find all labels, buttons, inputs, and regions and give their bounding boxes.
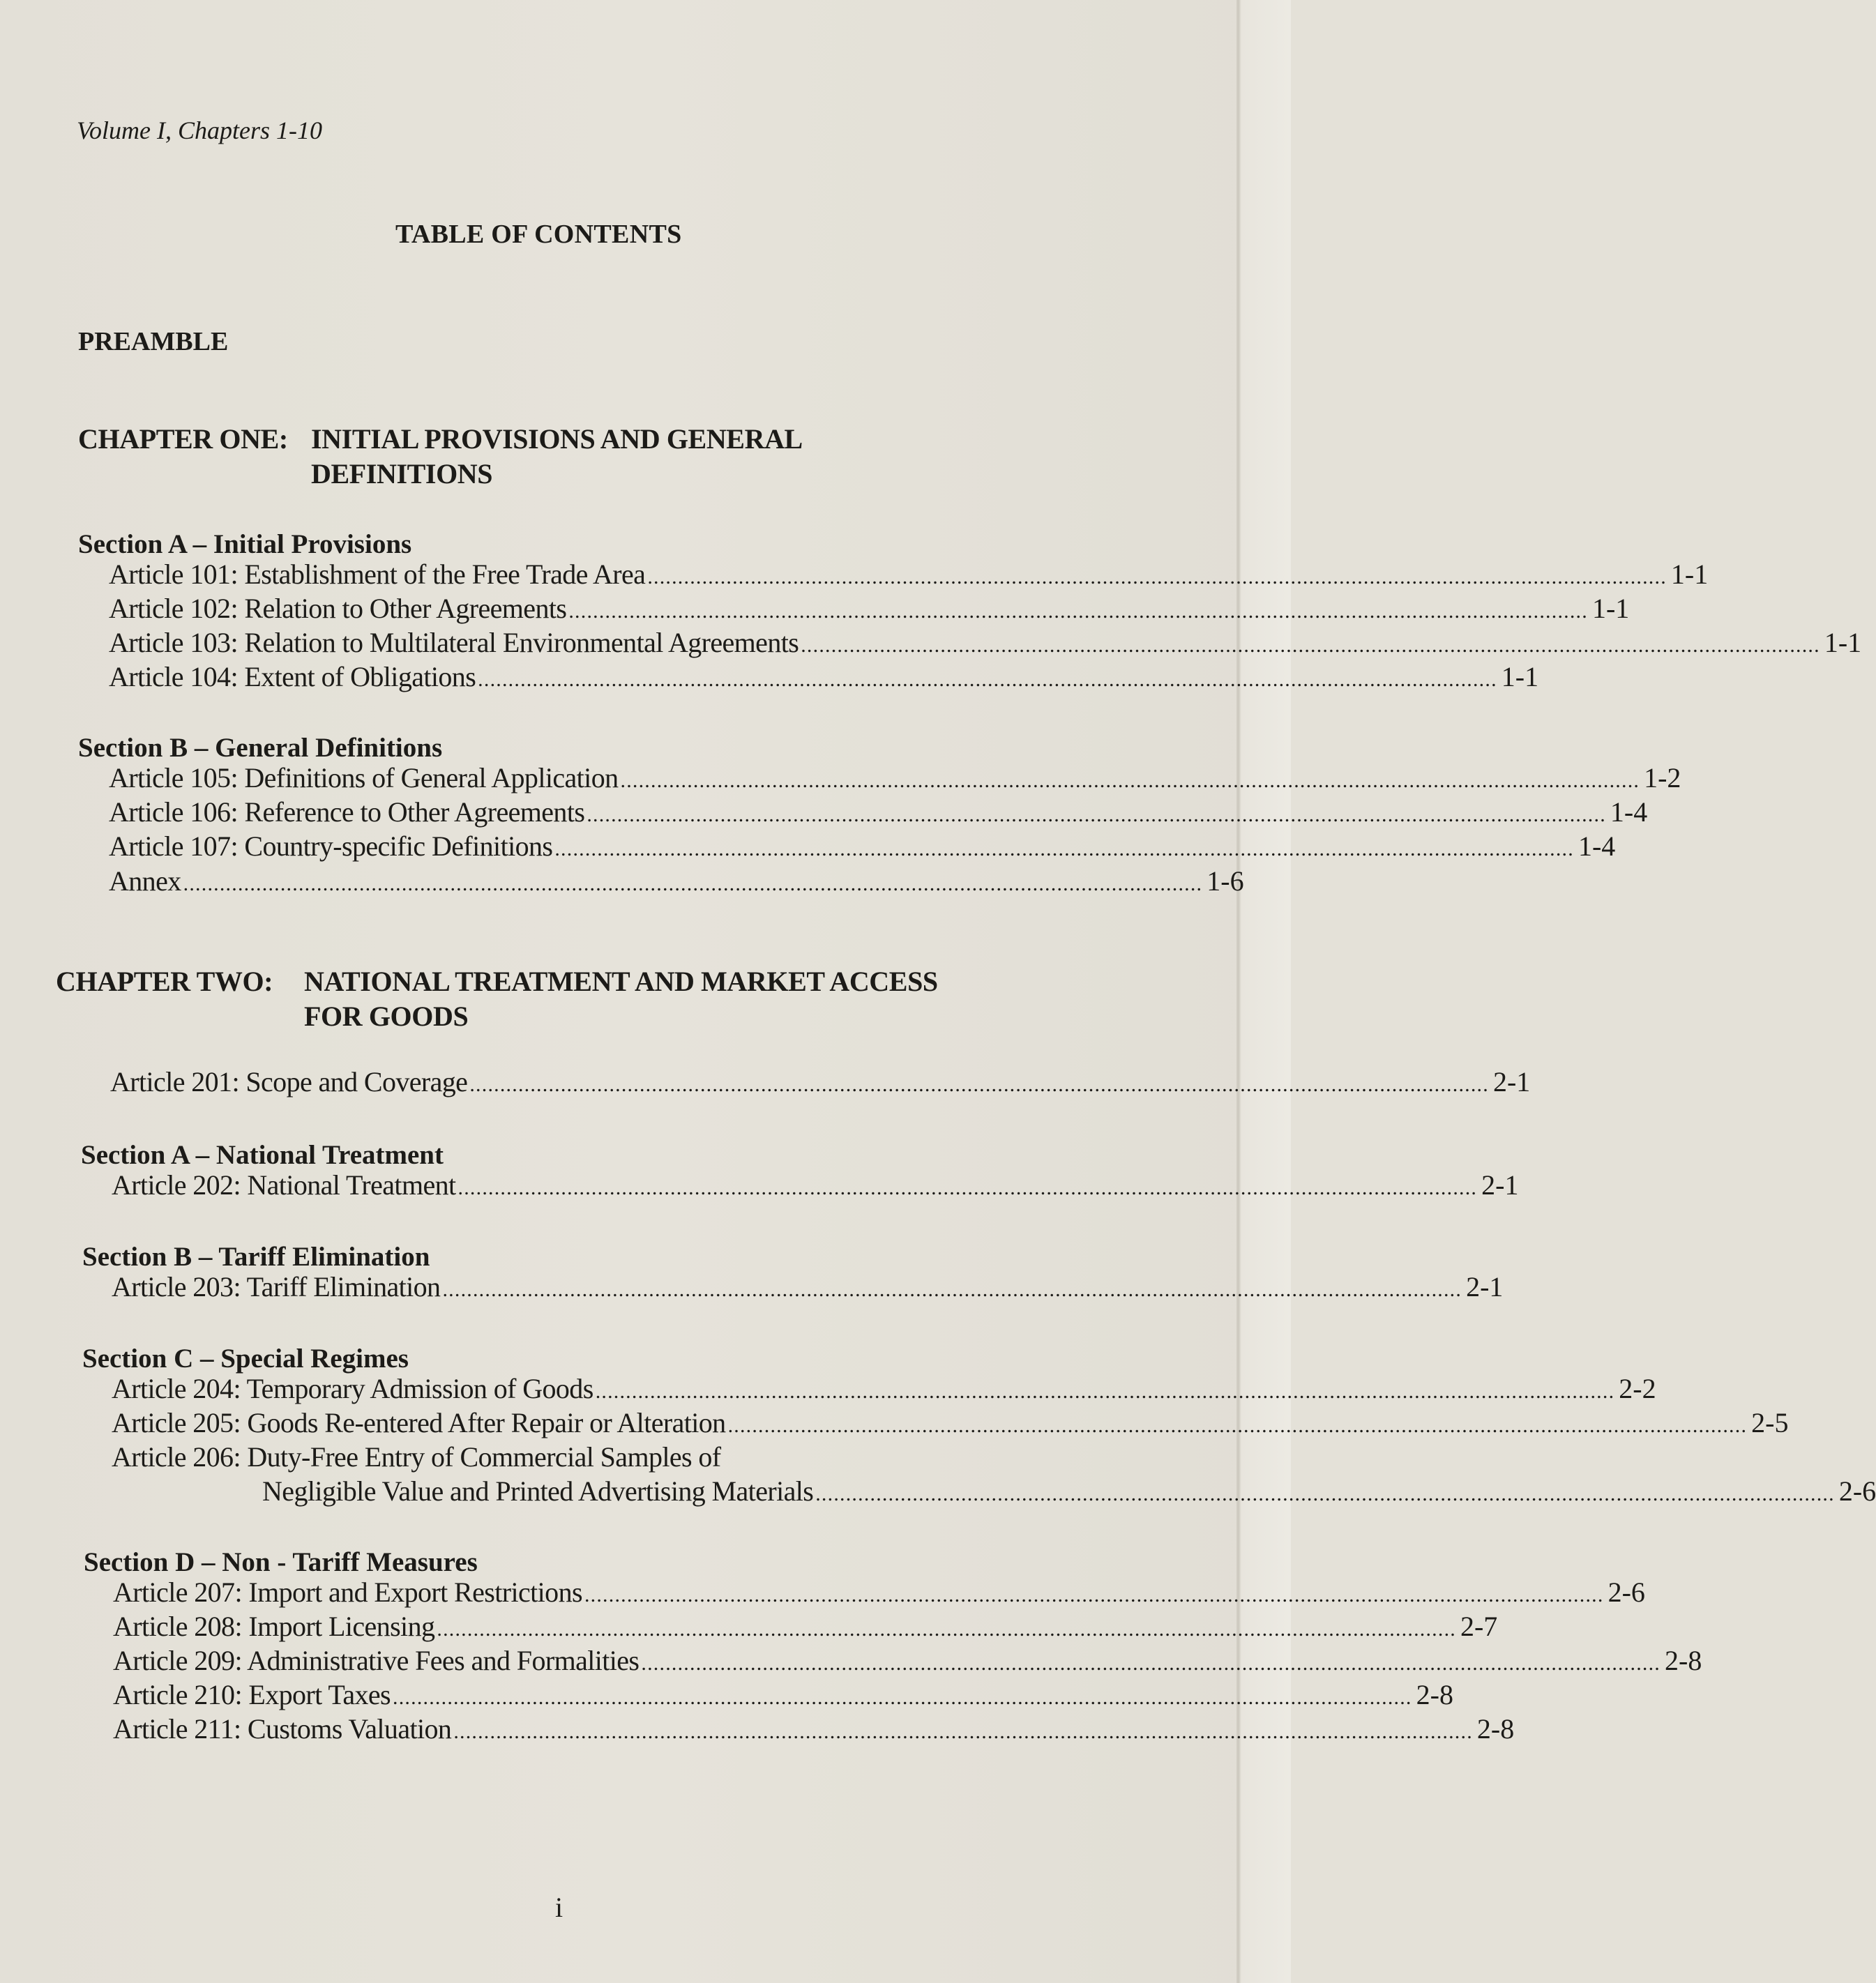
toc-entry[interactable] — [110, 1065, 1531, 1100]
toc-entry[interactable] — [109, 558, 1709, 593]
toc-entry-page: 2-8 — [1476, 1713, 1515, 1745]
toc-entry[interactable] — [112, 1406, 1789, 1441]
toc-entry-title: Article 201: Scope and Coverage — [110, 1066, 468, 1097]
section-heading: Section A – National Treatment — [81, 1140, 444, 1170]
section-heading: Section B – General Definitions — [78, 733, 443, 763]
chapter-title-line-2: DEFINITIONS — [311, 458, 493, 489]
toc-entry-page: 2-7 — [1460, 1611, 1498, 1642]
dot-leader: ........................................................................................................................................................................ — [183, 872, 1203, 895]
dot-leader: ........................................................................................................................................................................ — [595, 1380, 1615, 1403]
dot-leader: ........................................................................................................................................................................ — [568, 600, 1588, 623]
toc-entry-page: 2-1 — [1492, 1066, 1531, 1097]
volume-header: Volume I, Chapters 1-10 — [77, 116, 322, 144]
toc-entry-page: 1-1 — [1824, 627, 1862, 658]
toc-entry[interactable] — [109, 626, 1862, 661]
page-number: i — [555, 1892, 563, 1923]
toc-entry-title: Article 106: Reference to Other Agreements — [109, 796, 585, 828]
toc-entry-title: Article 211: Customs Valuation — [113, 1713, 452, 1745]
chapter-label: CHAPTER ONE: — [78, 423, 288, 455]
toc-entry-page: 2-1 — [1466, 1271, 1504, 1302]
dot-leader: ........................................................................................................................................................................ — [442, 1278, 1462, 1301]
toc-entry[interactable] — [109, 592, 1630, 627]
toc-entry[interactable] — [112, 1270, 1504, 1305]
toc-entry-page: 1-6 — [1206, 865, 1244, 897]
toc-entry[interactable] — [109, 761, 1681, 796]
toc-entry-page: 2-8 — [1416, 1679, 1453, 1710]
toc-entry-title: Article 209: Administrative Fees and Formalities — [113, 1645, 640, 1676]
toc-entry-title: Article 107: Country-specific Definitions — [109, 830, 553, 862]
toc-entry-page: 1-1 — [1670, 559, 1709, 590]
toc-entry-page: 2-8 — [1665, 1645, 1702, 1676]
toc-entry-title: Article 102: Relation to Other Agreements — [109, 593, 567, 624]
toc-entry-title: Article 204: Temporary Admission of Goods — [112, 1373, 593, 1404]
toc-entry[interactable] — [109, 796, 1648, 830]
toc-entry[interactable] — [113, 1610, 1498, 1645]
preamble-heading: PREAMBLE — [78, 327, 229, 356]
toc-entry-title: Article 207: Import and Export Restrictions — [113, 1576, 582, 1608]
chapter-label: CHAPTER TWO: — [56, 966, 273, 997]
dot-leader: ........................................................................................................................................................................ — [815, 1482, 1835, 1505]
toc-entry-title: Article 104: Extent of Obligations — [109, 661, 476, 692]
toc-entry-page: 2-6 — [1838, 1475, 1876, 1507]
toc-entry-page: 2-2 — [1619, 1373, 1656, 1404]
toc-entry-page: 1-1 — [1591, 593, 1630, 624]
toc-entry[interactable] — [112, 1372, 1656, 1407]
toc-entry-page: 1-4 — [1578, 830, 1616, 862]
dot-leader: ........................................................................................................................................................................ — [554, 837, 1574, 860]
dot-leader: ........................................................................................................................................................................ — [584, 1583, 1604, 1606]
chapter-title-line-1: INITIAL PROVISIONS AND GENERAL — [311, 423, 803, 455]
toc-entry[interactable] — [112, 1169, 1519, 1203]
dot-leader: ........................................................................................................................................................................ — [453, 1720, 1473, 1743]
toc-entry-page: 1-1 — [1501, 661, 1539, 692]
toc-entry[interactable] — [109, 830, 1616, 865]
toc-entry-page: 1-4 — [1610, 796, 1648, 828]
toc-entry[interactable] — [113, 1644, 1702, 1679]
dot-leader: ........................................................................................................................................................................ — [641, 1652, 1661, 1675]
dot-leader: ........................................................................................................................................................................ — [801, 634, 1820, 657]
toc-entry[interactable] — [262, 1475, 1876, 1510]
toc-entry-title: Article 208: Import Licensing — [113, 1611, 435, 1642]
toc-entry[interactable] — [113, 1576, 1645, 1611]
toc-entry-title: Article 210: Export Taxes — [113, 1679, 391, 1710]
toc-entry-page: 2-1 — [1481, 1169, 1519, 1201]
toc-entry-title: Article 103: Relation to Multilateral Environmental Agreements — [109, 627, 799, 658]
toc-entry-title: Article 202: National Treatment — [112, 1169, 456, 1201]
chapter-title-line-2: FOR GOODS — [304, 1001, 469, 1032]
chapter-title-line-1: NATIONAL TREATMENT AND MARKET ACCESS — [304, 966, 938, 997]
toc-entry-title: Article 101: Establishment of the Free Trade Area — [109, 559, 646, 590]
section-heading: Section B – Tariff Elimination — [82, 1242, 430, 1272]
toc-entry[interactable] — [113, 1678, 1453, 1713]
toc-entry-title: Annex — [109, 865, 181, 897]
section-heading: Section C – Special Regimes — [82, 1344, 409, 1374]
dot-leader: ........................................................................................................................................................................ — [647, 565, 1667, 588]
toc-entry-title-line-1[interactable]: Article 206: Duty-Free Entry of Commercial Samples of — [112, 1441, 721, 1473]
section-heading: Section D – Non - Tariff Measures — [84, 1547, 478, 1577]
toc-entry-page: 2-5 — [1751, 1407, 1789, 1438]
dot-leader: ........................................................................................................................................................................ — [457, 1176, 1478, 1199]
page-title: TABLE OF CONTENTS — [395, 220, 682, 249]
toc-entry-page: 1-2 — [1644, 762, 1681, 793]
toc-entry-page: 2-6 — [1608, 1576, 1645, 1608]
section-heading: Section A – Initial Provisions — [78, 529, 412, 559]
dot-leader: ........................................................................................................................................................................ — [727, 1414, 1748, 1437]
toc-entry-title-line-2: Negligible Value and Printed Advertising Materials — [262, 1475, 814, 1507]
toc-entry-title: Article 203: Tariff Elimination — [112, 1271, 441, 1302]
toc-entry-title: Article 105: Definitions of General Application — [109, 762, 619, 793]
dot-leader: ........................................................................................................................................................................ — [587, 803, 1606, 826]
dot-leader: ........................................................................................................................................................................ — [469, 1073, 1489, 1096]
toc-entry-title: Article 205: Goods Re-entered After Repair or Alteration — [112, 1407, 726, 1438]
dot-leader: ........................................................................................................................................................................ — [393, 1686, 1412, 1709]
toc-entry[interactable] — [109, 865, 1244, 899]
dot-leader: ........................................................................................................................................................................ — [478, 668, 1497, 691]
toc-entry[interactable] — [109, 660, 1539, 695]
dot-leader: ........................................................................................................................................................................ — [620, 769, 1640, 792]
toc-entry[interactable] — [113, 1712, 1515, 1747]
dot-leader: ........................................................................................................................................................................ — [437, 1618, 1456, 1641]
